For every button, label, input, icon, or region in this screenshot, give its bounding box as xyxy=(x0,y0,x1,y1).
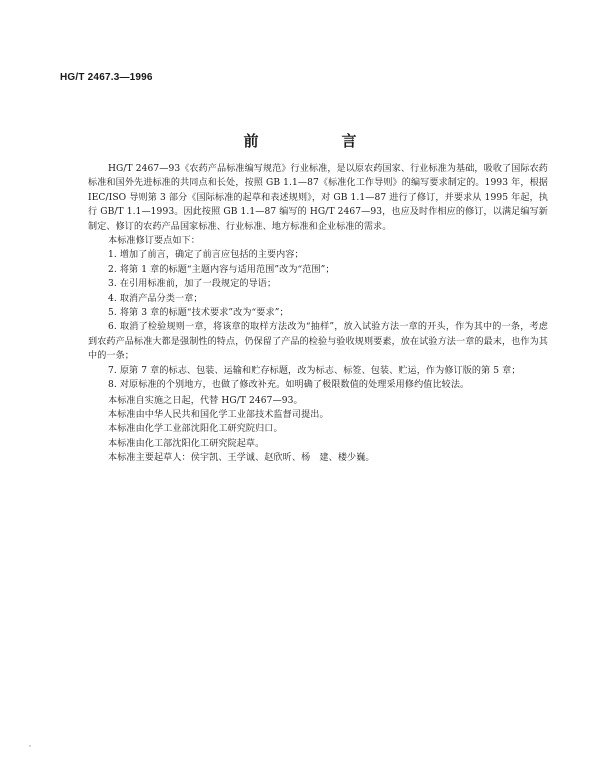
drafting-unit-statement: 本标准由化工部沈阳化工研究院起草。 xyxy=(108,438,265,449)
scan-dot xyxy=(29,745,31,747)
page-title: 前 言 xyxy=(243,132,391,150)
revision-item-4: 4. 取消产品分类一章； xyxy=(108,293,203,304)
revision-points-intro: 本标准修订要点如下： xyxy=(108,236,200,247)
administrator-statement: 本标准由化学工业部沈阳化工研究院归口。 xyxy=(108,424,283,435)
document-code: HG/T 2467.3—1996 xyxy=(60,72,153,83)
replacement-statement: 本标准自实施之日起，代替 HG/T 2467—93。 xyxy=(108,395,303,406)
paragraph-intro: HG/T 2467—93《农药产品标准编写规范》行业标准，是以原农药国家、行业标准为基础，吸收了国际农药标准和国外先进标准的共同点和长处，按照 GB 1.1—87《标准化工作导则》的编写要求制定的。1993 年，根据 IEC/ISO 导则第 3 部分《国际标准的起草和表述规则》，对 GB 1.1—87 进行了修订，并要求从 1995 年起，执行 GB/T 1.1—1993。因此按照 GB 1.1—87 编写的 HG/T 2467—93，也应及时作相应的修订，以满足编写新制定、修订的农药产品国家标准、行业标准、地方标准和企业标准的需求。 xyxy=(88,164,548,232)
revision-item-3: 3. 在引用标准前，加了一段规定的导语； xyxy=(108,279,277,290)
document-body xyxy=(88,162,548,466)
revision-item-5: 5. 将第 3 章的标题“技术要求”改为“要求”； xyxy=(108,308,289,319)
revision-item-7: 7. 原第 7 章的标志、包装、运输和贮存标题，改为标志、标签、包装、贮运，作为修订版的第 5 章； xyxy=(108,365,521,376)
drafters-statement: 本标准主要起草人：侯宇凯、王学诚、赵欣昕、杨 建、楼少巍。 xyxy=(108,453,375,464)
revision-item-2: 2. 将第 1 章的标题“主题内容与适用范围”改为“范围”； xyxy=(108,264,335,275)
revision-item-1: 1. 增加了前言，确定了前言应包括的主要内容； xyxy=(108,250,304,261)
proposer-statement: 本标准由中华人民共和国化学工业部技术监督司提出。 xyxy=(108,409,329,420)
revision-item-6: 6. 取消了检验规则一章，将该章的取样方法改为“抽样”，放入试验方法一章的开头，作为其中的一条，考虑到农药产品标准大都是强制性的特点，仍保留了产品的检验与验收规则要素，放在试验方法一章的最末，也作为其中的一条； xyxy=(88,322,548,362)
revision-item-8: 8. 对原标准的个别地方，也做了修改补充。如明确了极限数值的处理采用修约值比较法。 xyxy=(108,380,470,391)
